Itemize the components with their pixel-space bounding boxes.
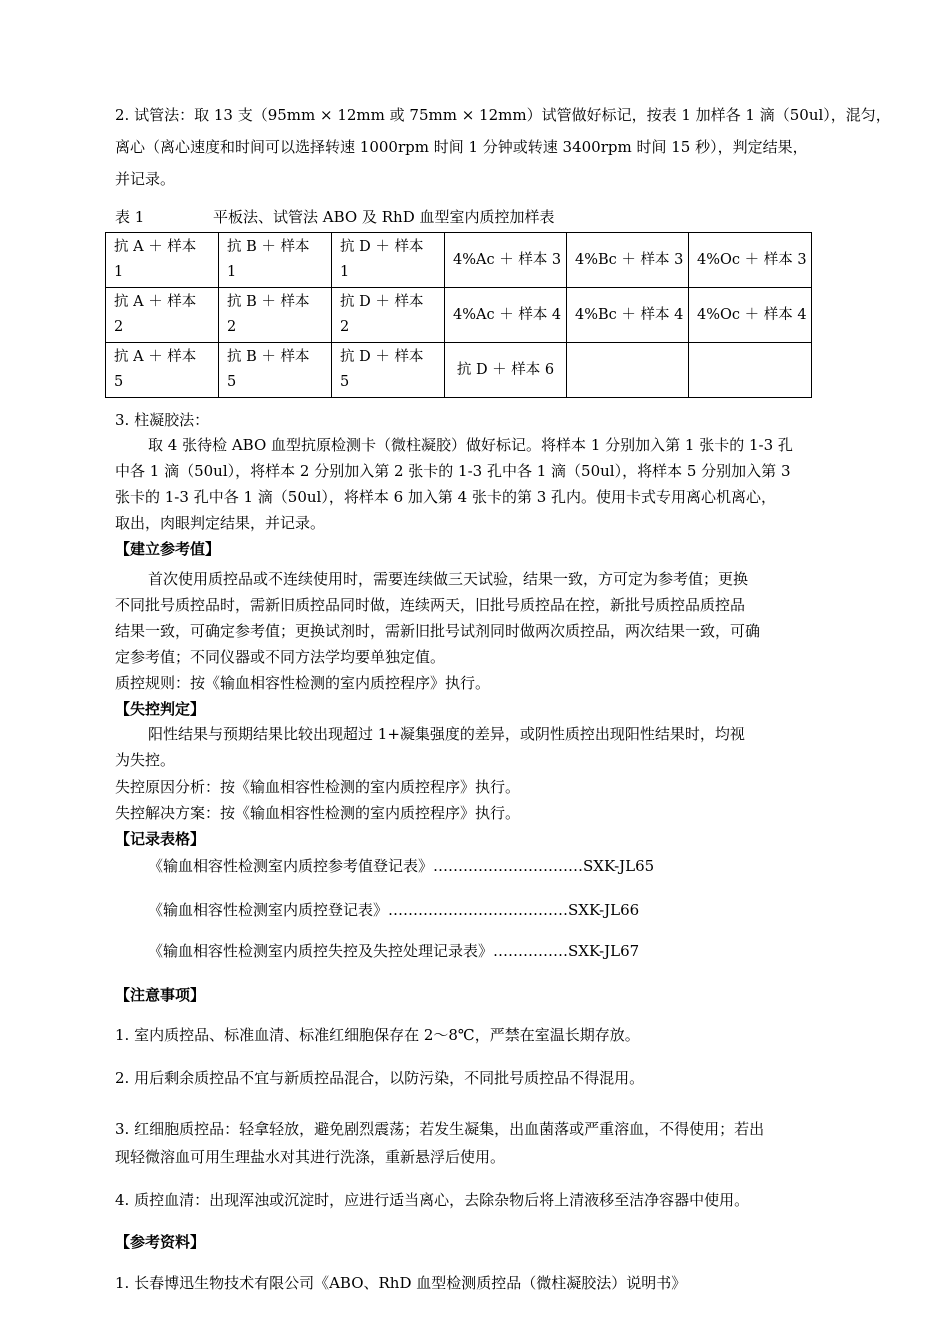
reference-item: 1. 长春博迅生物技术有限公司《ABO、RhD 血型检测质控品（微柱凝胶法）说明书》 [115,1274,687,1292]
table-cell: 抗 A ＋ 样本 5 [106,343,219,398]
out-of-control-line: 为失控。 [115,751,176,769]
out-of-control-solution: 失控解决方案：按《输血相容性检测的室内质控程序》执行。 [115,804,521,822]
table-caption [115,206,555,228]
intro-line-2: 离心（离心速度和时间可以选择转速 1000rpm 时间 1 分钟或转速 3400rpm 时间 15 秒），判定结果， [115,138,808,156]
table-cell: 抗 A ＋ 样本 1 [106,233,219,288]
table-cell: 4%Oc ＋ 样本 3 [689,233,812,288]
column-method-line: 取出，肉眼判定结果，并记录。 [115,514,326,532]
references-heading: 【参考资料】 [115,1233,206,1251]
record-item: 《输血相容性检测室内质控失控及失控处理记录表》……………SXK-JL67 [148,942,640,960]
column-method-line: 张卡的 1-3 孔中各 1 滴（50ul），将样本 6 加入第 4 张卡的第 3 孔内。使用卡式专用离心机离心， [115,488,777,506]
reference-line: 首次使用质控品或不连续使用时，需要连续做三天试验，结果一致，方可定为参考值；更换 [148,570,749,588]
table-cell [567,343,689,398]
records-heading: 【记录表格】 [115,830,206,848]
table-cell: 抗 D ＋ 样本 2 [332,288,445,343]
column-method-line: 取 4 张待检 ABO 血型抗原检测卡（微柱凝胶）做好标记。将样本 1 分别加入第 1 张卡的 1-3 孔 [148,436,793,454]
column-method-heading: 3. 柱凝胶法： [115,411,210,429]
qc-rule: 质控规则：按《输血相容性检测的室内质控程序》执行。 [115,674,491,692]
out-of-control-heading: 【失控判定】 [115,700,206,718]
intro-line-1: 2. 试管法：取 13 支（95mm × 12mm 或 75mm × 12mm）试管做好标记，按表 1 加样各 1 滴（50ul），混匀， [115,106,891,124]
table-cell: 抗 D ＋ 样本 1 [332,233,445,288]
note-item: 现轻微溶血可用生理盐水对其进行洗涤，重新悬浮后使用。 [115,1148,506,1166]
table-cell: 抗 B ＋ 样本 5 [219,343,332,398]
record-item: 《输血相容性检测室内质控登记表》………………………………SXK-JL66 [148,901,640,919]
column-method-line: 中各 1 滴（50ul），将样本 2 分别加入第 2 张卡的 1-3 孔中各 1 滴（50ul），将样本 5 分别加入第 3 [115,462,791,480]
table-row [106,233,812,288]
intro-line-3: 并记录。 [115,170,176,188]
record-item: 《输血相容性检测室内质控参考值登记表》…………………………SXK-JL65 [148,857,655,875]
table-cell: 抗 A ＋ 样本 2 [106,288,219,343]
out-of-control-line: 阳性结果与预期结果比较出现超过 1+凝集强度的差异，或阴性质控出现阳性结果时，均视 [148,725,745,743]
note-item: 3. 红细胞质控品：轻拿轻放，避免剧烈震荡；若发生凝集，出血菌落或严重溶血，不得使用；若出 [115,1120,765,1138]
table-caption-title: 平板法、试管法 ABO 及 RhD 血型室内质控加样表 [213,208,555,226]
table-cell: 抗 B ＋ 样本 2 [219,288,332,343]
table-row [106,343,812,398]
table-caption-label: 表 1 [115,208,145,226]
table-cell: 抗 D ＋ 样本 5 [332,343,445,398]
table-row [106,288,812,343]
reference-heading: 【建立参考值】 [115,540,221,558]
note-item: 2. 用后剩余质控品不宜与新质控品混合，以防污染，不同批号质控品不得混用。 [115,1069,645,1087]
reference-line: 不同批号质控品时，需新旧质控品同时做，连续两天，旧批号质控品在控，新批号质控品质控品 [115,596,746,614]
reference-line: 结果一致，可确定参考值；更换试剂时，需新旧批号试剂同时做两次质控品，两次结果一致，可确 [115,622,761,640]
reference-line: 定参考值；不同仪器或不同方法学均要单独定值。 [115,648,446,666]
table-cell: 4%Bc ＋ 样本 4 [567,288,689,343]
table-cell: 抗 D ＋ 样本 6 [445,343,567,398]
table-cell: 4%Oc ＋ 样本 4 [689,288,812,343]
note-item: 1. 室内质控品、标准血清、标准红细胞保存在 2～8℃，严禁在室温长期存放。 [115,1026,640,1044]
table-cell: 4%Bc ＋ 样本 3 [567,233,689,288]
note-item: 4. 质控血清：出现浑浊或沉淀时，应进行适当离心，去除杂物后将上清液移至洁净容器中使用。 [115,1191,750,1209]
table-cell [689,343,812,398]
table-cell: 4%Ac ＋ 样本 4 [445,288,567,343]
table-cell: 4%Ac ＋ 样本 3 [445,233,567,288]
notes-heading: 【注意事项】 [115,986,206,1004]
table-cell: 抗 B ＋ 样本 1 [219,233,332,288]
out-of-control-cause: 失控原因分析：按《输血相容性检测的室内质控程序》执行。 [115,778,521,796]
qc-sample-table [105,232,812,398]
